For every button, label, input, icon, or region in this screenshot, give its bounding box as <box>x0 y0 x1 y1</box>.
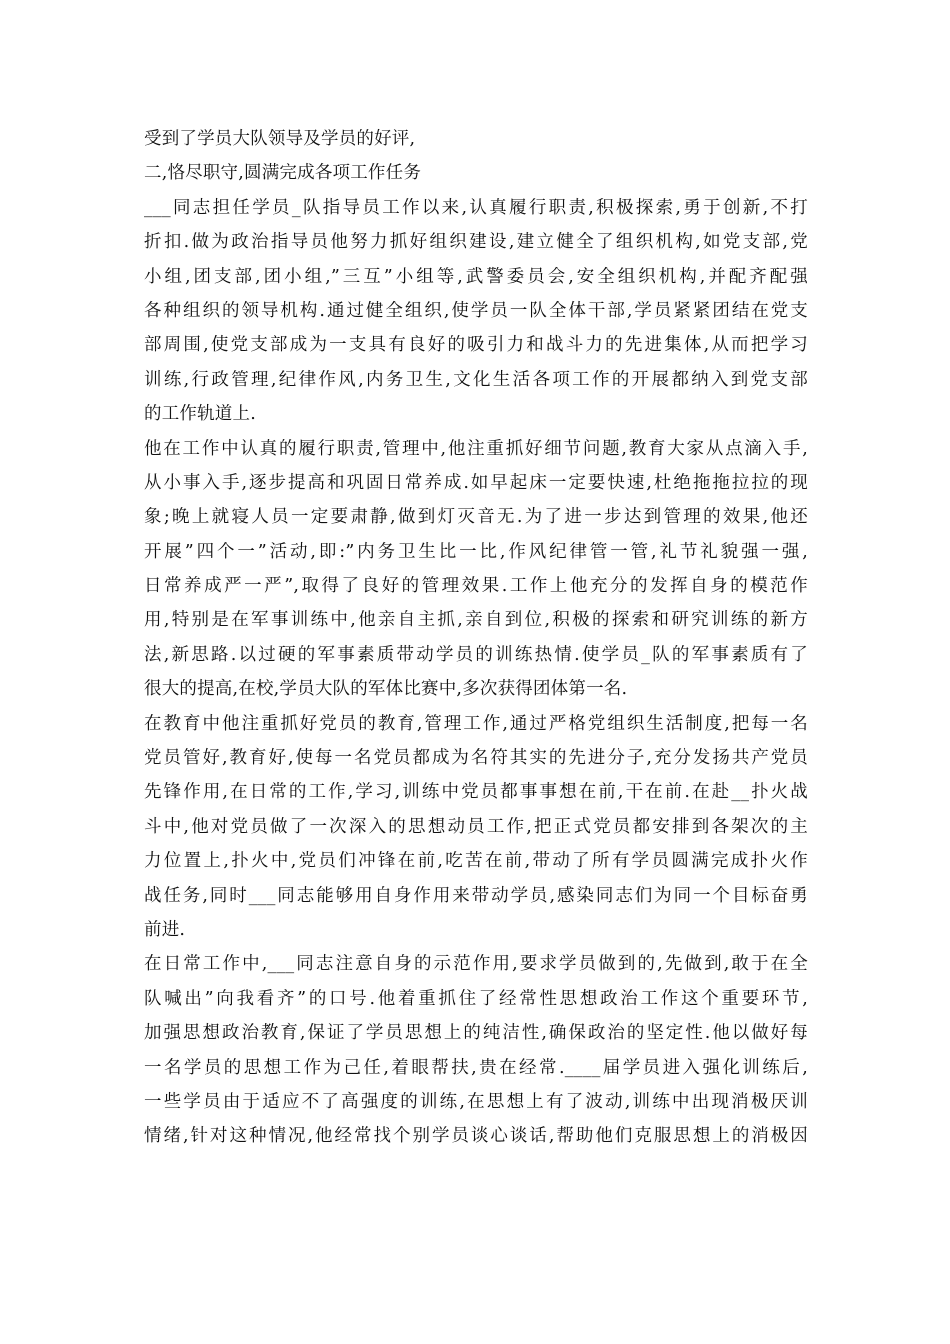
text-line: 在日常工作中,___同志注意自身的示范作用,要求学员做到的,先做到,敢于在全 <box>144 954 808 975</box>
text-line: 队喊出”向我看齐”的口号.他着重抓住了经常性思想政治工作这个重要环节, <box>144 988 808 1009</box>
text-line: 一名学员的思想工作为己任,着眼帮扶,贵在经常.____届学员进入强化训练后, <box>144 1057 808 1078</box>
text-line: 开展”四个一”活动,即:”内务卫生比一比,作风纪律管一管,礼节礼貌强一强, <box>144 541 808 562</box>
text-line: 很大的提高,在校,学员大队的军体比赛中,多次获得团体第一名. <box>144 679 628 700</box>
text-line: 情绪,针对这种情况,他经常找个别学员谈心谈话,帮助他们克服思想上的消极因 <box>144 1126 808 1147</box>
text-line: 部周围,使党支部成为一支具有良好的吸引力和战斗力的先进集体,从而把学习 <box>144 335 808 356</box>
text-line: 折扣.做为政治指导员他努力抓好组织建设,建立健全了组织机构,如党支部,党 <box>144 232 808 253</box>
document-body <box>144 122 808 1154</box>
text-line: 他在工作中认真的履行职责,管理中,他注重抓好细节问题,教育大家从点滴入手, <box>144 438 808 459</box>
text-line: 各种组织的领导机构.通过健全组织,使学员一队全体干部,学员紧紧团结在党支 <box>144 300 808 321</box>
text-line: ___同志担任学员_队指导员工作以来,认真履行职责,积极探索,勇于创新,不打 <box>144 197 808 218</box>
text-line: 从小事入手,逐步提高和巩固日常养成.如早起床一定要快速,杜绝拖拖拉拉的现 <box>144 472 808 493</box>
text-line: 战任务,同时___同志能够用自身作用来带动学员,感染同志们为同一个目标奋勇 <box>144 885 808 906</box>
text-line: 在教育中他注重抓好党员的教育,管理工作,通过严格党组织生活制度,把每一名 <box>144 713 808 734</box>
text-line: 用,特别是在军事训练中,他亲自主抓,亲自到位,积极的探索和研究训练的新方 <box>144 610 808 631</box>
text-line: 先锋作用,在日常的工作,学习,训练中党员都事事想在前,干在前.在赴__扑火战 <box>144 782 808 803</box>
text-line: 法,新思路.以过硬的军事素质带动学员的训练热情.使学员_队的军事素质有了 <box>144 644 808 665</box>
text-line: 一些学员由于适应不了高强度的训练,在思想上有了波动,训练中出现消极厌训 <box>144 1091 808 1112</box>
text-line: 日常养成严一严”,取得了良好的管理效果.工作上他充分的发挥自身的模范作 <box>144 576 808 597</box>
section-heading: 二,恪尽职守,圆满完成各项工作任务 <box>144 163 422 184</box>
text-line: 斗中,他对党员做了一次深入的思想动员工作,把正式党员都安排到各架次的主 <box>144 816 808 837</box>
text-line: 的工作轨道上. <box>144 404 256 425</box>
text-line: 力位置上,扑火中,党员们冲锋在前,吃苦在前,带动了所有学员圆满完成扑火作 <box>144 851 808 872</box>
text-line: 受到了学员大队领导及学员的好评, <box>144 129 416 149</box>
text-line: 加强思想政治教育,保证了学员思想上的纯洁性,确保政治的坚定性.他以做好每 <box>144 1023 808 1044</box>
text-line: 前进. <box>144 919 186 940</box>
text-line: 象;晚上就寝人员一定要肃静,做到灯灭音无.为了进一步达到管理的效果,他还 <box>144 507 808 528</box>
text-line: 训练,行政管理,纪律作风,内务卫生,文化生活各项工作的开展都纳入到党支部 <box>144 369 808 390</box>
text-line: 党员管好,教育好,使每一名党员都成为名符其实的先进分子,充分发扬共产党员 <box>144 748 808 769</box>
text-line: 小组,团支部,团小组,”三互”小组等,武警委员会,安全组织机构,并配齐配强 <box>144 266 808 287</box>
